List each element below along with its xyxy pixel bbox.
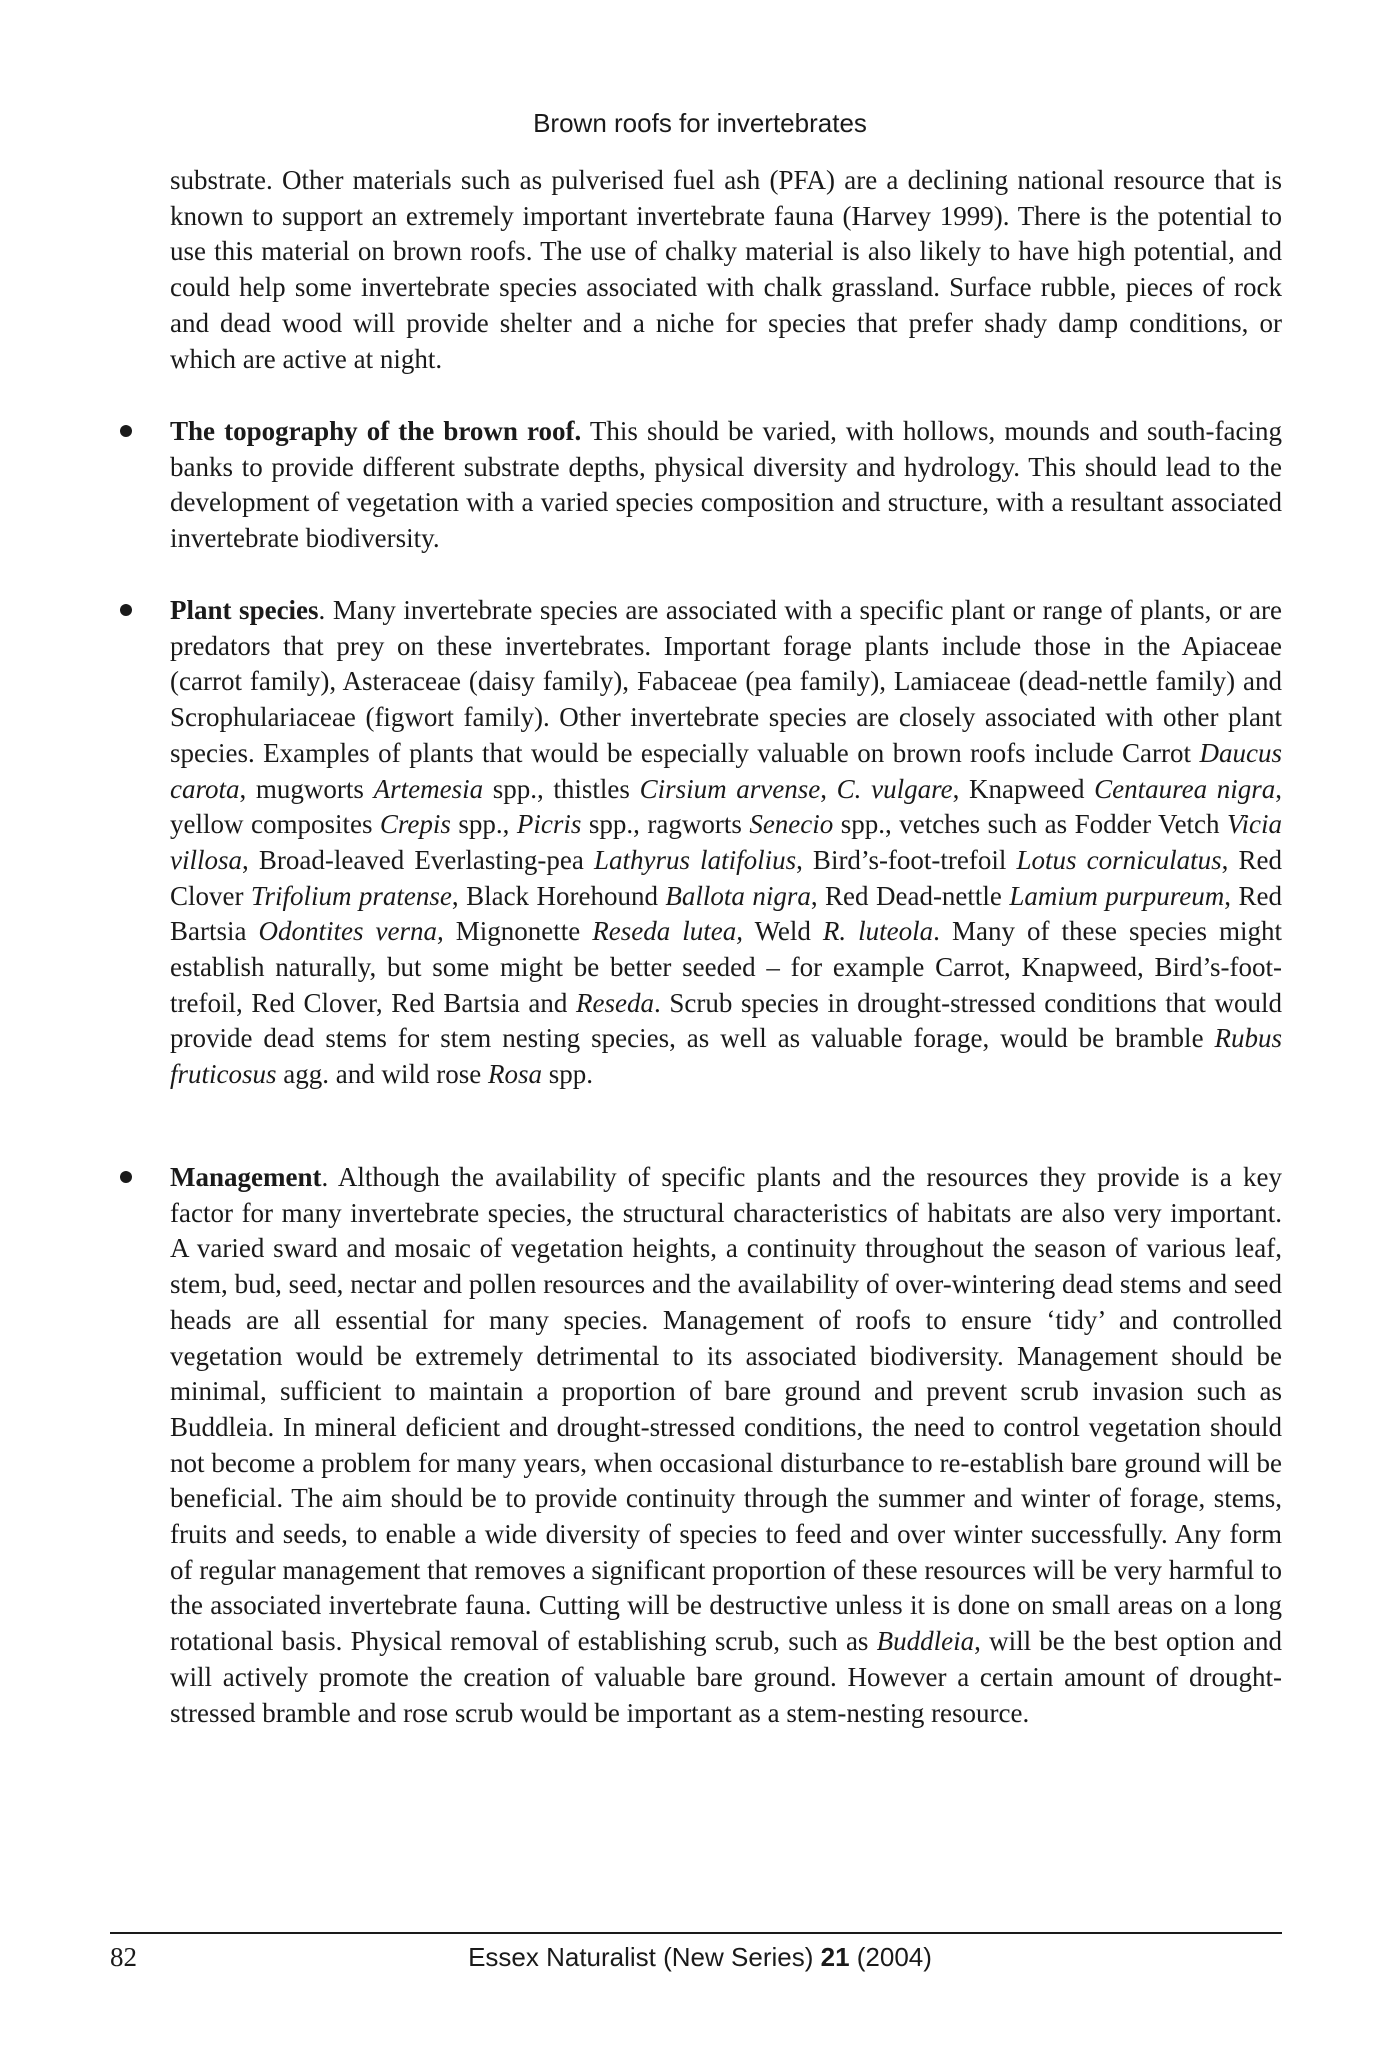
bullet-icon	[120, 604, 132, 616]
text-segment: , Black Horehound	[451, 880, 666, 911]
text-segment: spp.,	[450, 809, 517, 840]
species-name: Lamium purpureum	[1009, 880, 1225, 911]
text-segment: . Many of these species might establish naturally, but some might be better seeded – for example Carrot, Knapweed, Bird’s-foot-trefoil, Red Clover, Red Bartsia and	[170, 916, 1282, 1018]
journal-title: Essex Naturalist (New Series)	[468, 1942, 821, 1972]
species-name: Trifolium pratense	[250, 880, 452, 911]
species-name: Reseda	[576, 987, 654, 1018]
text-segment: , Broad-leaved Everlasting-pea	[242, 844, 594, 875]
species-name: Picris	[516, 809, 582, 840]
text-segment: spp.	[541, 1059, 593, 1090]
species-name: Daucus carota	[170, 737, 1282, 804]
species-name: Lathyrus latifolius	[593, 844, 797, 875]
text-segment: , Red Clover	[170, 844, 1282, 911]
species-name: C. vulgare	[836, 773, 953, 804]
species-name: R. luteola	[822, 916, 934, 947]
bullet-paragraph	[170, 593, 1282, 1093]
species-name: Reseda lutea,	[592, 916, 744, 947]
species-name: Crepis	[379, 809, 451, 840]
text-segment: , will be the best option and will actively promote the creation of valuable bare ground. However a certain amount of drought-stressed bramble and rose scrub would be important as a stem-nesting resource.	[170, 1626, 1283, 1728]
text-segment: . Many invertebrate species are associated with a specific plant or range of plants, or are predators that prey on these invertebrates. Important forage plants include those in the Apiaceae (carrot family), Asteraceae (daisy family), Fabaceae (pea family), Lamiaceae (dead-nettle family) and Scrophulariaceae (figwort family). Other invertebrate species are closely associated with other plant species. Examples of plants that would be especially valuable on brown roofs include Carrot	[170, 595, 1282, 768]
species-name: Senecio	[749, 809, 834, 840]
bullet-heading: Management	[170, 1162, 322, 1192]
text-segment: agg. and wild rose	[276, 1059, 488, 1090]
text-segment: . Scrub species in drought-stressed conditions that would provide dead stems for stem nesting species, as well as valuable forage, would be bramble	[170, 987, 1282, 1054]
bullet-paragraph	[170, 1160, 1282, 1731]
bullet-text: This should be varied, with hollows, mounds and south-facing banks to provide different substrate depths, physical diversity and hydrology. This should lead to the development of vegetation with a varied species composition and structure, with a resultant associated invertebrate biodiversity.	[170, 416, 1283, 554]
bullet-heading: The topography of the brown roof.	[170, 416, 582, 446]
text-segment: , Knapweed	[952, 773, 1095, 804]
species-name: Artemesia	[373, 773, 484, 804]
text-segment: Weld	[743, 916, 823, 947]
species-name: Lotus corniculatus	[1016, 844, 1222, 875]
text-segment: , yellow composites	[170, 773, 1283, 840]
species-name: Buddleia	[876, 1626, 975, 1657]
species-name: Vicia villosa	[170, 809, 1282, 875]
journal-year: (2004)	[849, 1942, 932, 1972]
text-segment: spp., ragworts	[581, 809, 750, 840]
bullet-paragraph	[170, 414, 1282, 557]
species-name: Odontites verna,	[258, 916, 444, 947]
running-title: Brown roofs for invertebrates	[533, 108, 867, 138]
text-segment: . Although the availability of specific plants and the resources they provide is a key factor for many invertebrate species, the structural characteristics of habitats are also very important. A varied sward and mosaic of vegetation heights, a continuity throughout the season of various leaf, stem, bud, seed, nectar and pollen resources and the availability of over-wintering dead stems and seed heads are all essential for many species. Management of roofs to ensure ‘tidy’ and controlled vegetation would be extremely detrimental to its associated biodiversity. Management should be minimal, sufficient to maintain a proportion of bare ground and prevent scrub invasion such as Buddleia. In mineral deficient and drought-stressed conditions, the need to control vegetation should not become a problem for many years, when occasional disturbance to re-establish bare ground will be beneficial. The aim should be to provide continuity through the summer and winter of forage, stems, fruits and seeds, to enable a wide diversity of species to feed and over winter successfully. Any form of regular management that removes a significant proportion of these resources will be very harmful to the associated invertebrate fauna. Cutting will be destructive unless it is done on small areas on a long rotational basis. Physical removal of establishing scrub, such as	[170, 1162, 1282, 1657]
species-name: Cirsium arvense	[639, 773, 821, 804]
bullet-heading: Plant species	[170, 595, 319, 625]
journal-volume: 21	[820, 1942, 850, 1972]
text-segment: spp., thistles	[483, 773, 640, 804]
text-segment: , Red Dead-nettle	[810, 880, 1010, 911]
text-segment: , Red Bartsia	[170, 880, 1282, 947]
bullet-topography	[170, 414, 1282, 557]
text-segment: ,	[820, 773, 837, 804]
species-name: Ballota nigra	[665, 880, 811, 911]
text-segment: Mignonette	[443, 916, 593, 947]
species-name: Rubus fruticosus	[170, 1023, 1282, 1090]
text-segment: , Bird’s-foot-trefoil	[796, 844, 1017, 875]
bullet-icon	[120, 1171, 132, 1183]
text-segment: spp., vetches such as Fodder Vetch	[833, 809, 1228, 840]
text-segment: , mugworts	[239, 773, 374, 804]
species-name: Rosa	[487, 1059, 542, 1090]
journal-citation	[0, 1942, 1400, 1973]
intro-paragraph: substrate. Other materials such as pulverised fuel ash (PFA) are a declining national resource that is known to support an extremely important invertebrate fauna (Harvey 1999). There is the potential to use this material on brown roofs. The use of chalky material is also likely to have high potential, and could help some invertebrate species associated with chalk grassland. Surface rubble, pieces of rock and dead wood will provide shelter and a niche for species that prefer shady damp conditions, or which are active at night.	[170, 165, 1282, 374]
bullet-plant-species	[170, 593, 1282, 1093]
bullet-icon	[120, 425, 132, 437]
species-name: Centaurea nigra	[1094, 773, 1276, 804]
page-number: 82	[110, 1942, 137, 1972]
footer-rule	[110, 1932, 1282, 1934]
bullet-management	[170, 1160, 1282, 1731]
